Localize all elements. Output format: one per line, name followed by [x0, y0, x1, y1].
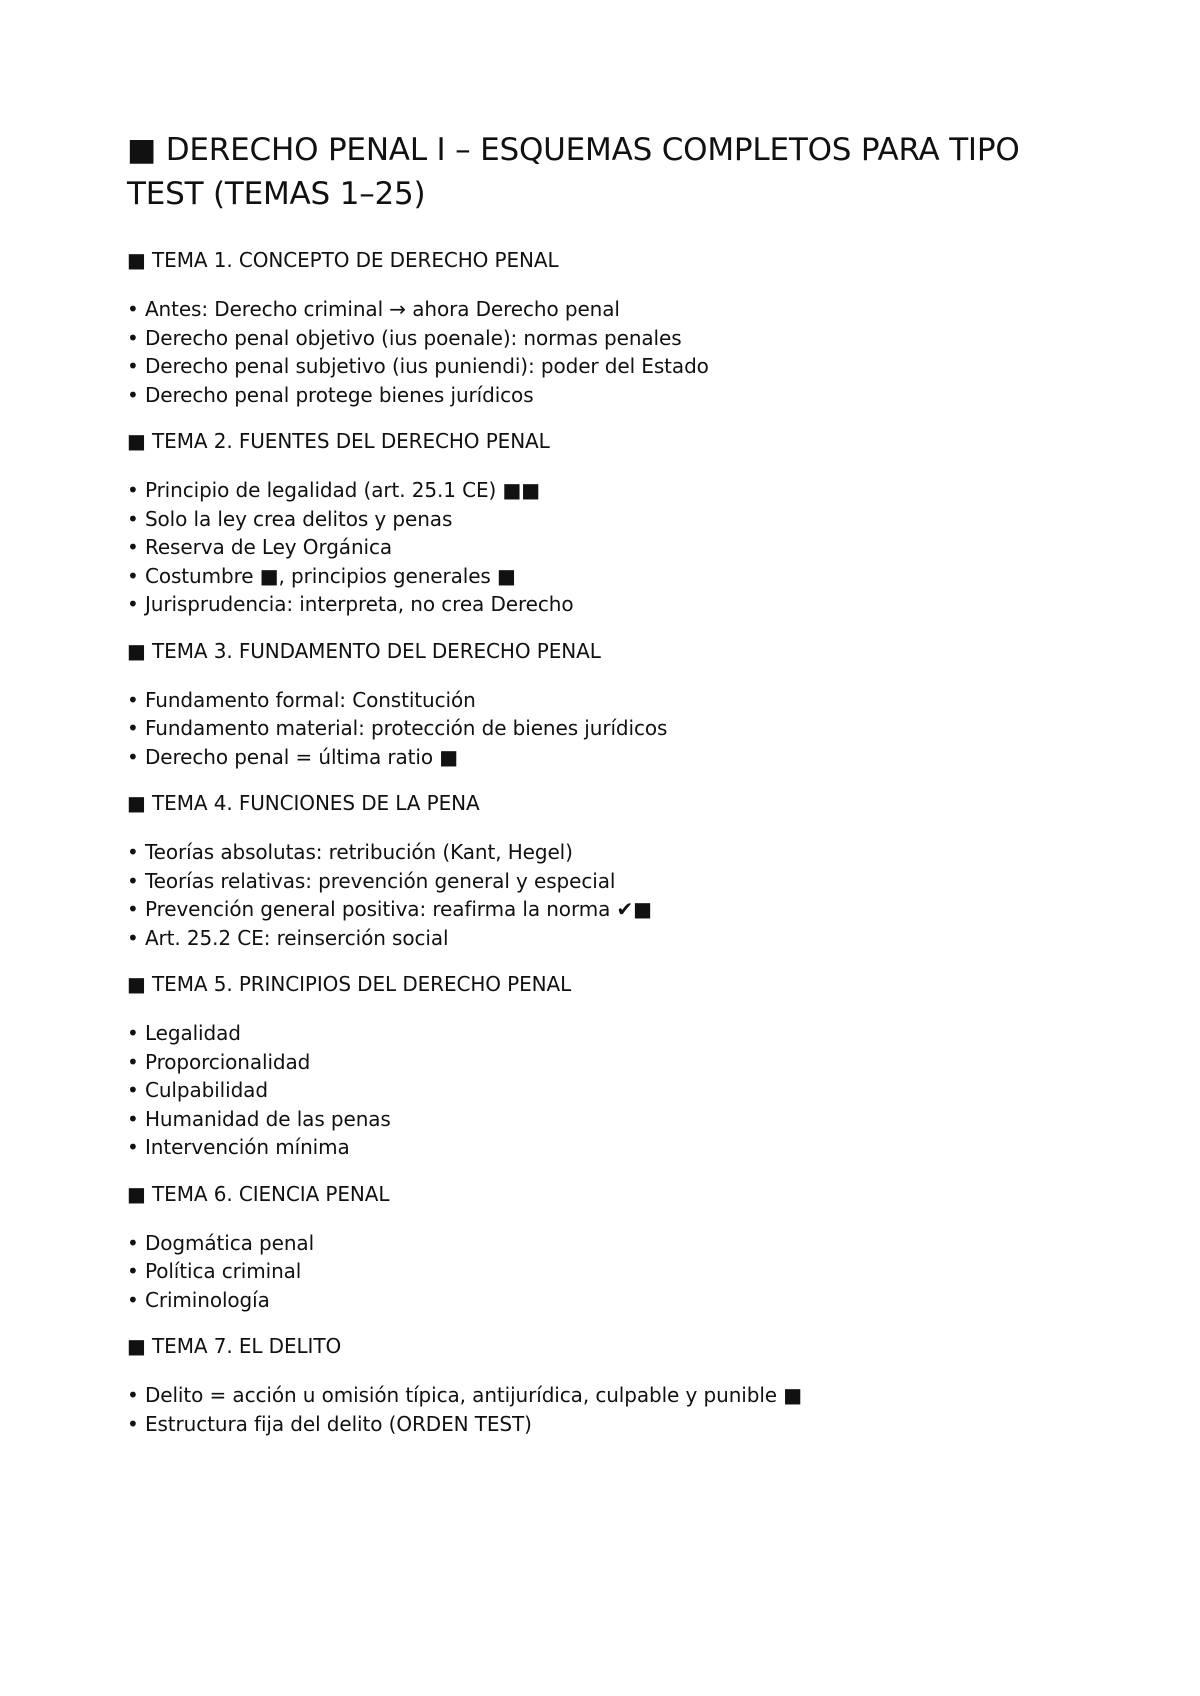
list-item: • Art. 25.2 CE: reinserción social — [127, 925, 449, 950]
list-item: • Política criminal — [127, 1259, 302, 1283]
list-item: • Derecho penal subjetivo (ius puniendi): poder del Estado — [127, 354, 709, 378]
bullet-list — [127, 476, 1087, 619]
list-item: • Jurisprudencia: interpreta, no crea Derecho — [127, 592, 574, 616]
list-item: • Proporcionalidad — [127, 1049, 311, 1074]
list-item: • Culpabilidad — [127, 1078, 268, 1102]
section-tema-4 — [127, 789, 1087, 952]
section-tema-3 — [127, 637, 1087, 772]
section-heading: ■ TEMA 2. FUENTES DEL DERECHO PENAL — [127, 429, 550, 453]
list-item: • Intervención mínima — [127, 1135, 350, 1159]
section-tema-7 — [127, 1332, 1087, 1438]
list-item: • Delito = acción u omisión típica, antijurídica, culpable y punible ■ — [127, 1383, 803, 1407]
list-item: • Principio de legalidad (art. 25.1 CE) ■■ — [127, 478, 541, 502]
list-item: • Derecho penal objetivo (ius poenale): normas penales — [127, 325, 682, 350]
document-page — [127, 128, 1087, 1456]
bullet-list — [127, 295, 1087, 409]
list-item: • Teorías relativas: prevención general y especial — [127, 868, 616, 893]
section-tema-5 — [127, 970, 1087, 1162]
document-title: ■ DERECHO PENAL I – ESQUEMAS COMPLETOS PARA TIPO TEST (TEMAS 1–25) — [127, 132, 1020, 212]
list-item: • Prevención general positiva: reafirma la norma ✔■ — [127, 897, 652, 921]
section-tema-1 — [127, 246, 1087, 409]
bullet-list — [127, 1381, 1087, 1438]
bullet-list — [127, 1229, 1087, 1315]
section-heading: ■ TEMA 5. PRINCIPIOS DEL DERECHO PENAL — [127, 972, 572, 996]
section-heading: ■ TEMA 6. CIENCIA PENAL — [127, 1181, 390, 1206]
list-item: • Derecho penal protege bienes jurídicos — [127, 382, 534, 407]
section-heading: ■ TEMA 7. EL DELITO — [127, 1334, 342, 1358]
list-item: • Legalidad — [127, 1021, 241, 1045]
section-tema-2 — [127, 427, 1087, 619]
section-heading: ■ TEMA 1. CONCEPTO DE DERECHO PENAL — [127, 248, 559, 272]
bullet-list — [127, 1019, 1087, 1162]
bullet-list — [127, 838, 1087, 952]
list-item: • Solo la ley crea delitos y penas — [127, 506, 453, 531]
section-heading: ■ TEMA 3. FUNDAMENTO DEL DERECHO PENAL — [127, 638, 601, 663]
list-item: • Derecho penal = última ratio ■ — [127, 744, 459, 769]
list-item: • Fundamento formal: Constitución — [127, 687, 476, 712]
list-item: • Reserva de Ley Orgánica — [127, 535, 393, 559]
list-item: • Fundamento material: protección de bienes jurídicos — [127, 716, 668, 740]
bullet-list — [127, 686, 1087, 772]
list-item: • Teorías absolutas: retribución (Kant, Hegel) — [127, 840, 573, 864]
list-item: • Humanidad de las penas — [127, 1106, 391, 1131]
section-heading: ■ TEMA 4. FUNCIONES DE LA PENA — [127, 791, 480, 815]
list-item: • Antes: Derecho criminal → ahora Derecho penal — [127, 297, 620, 321]
list-item: • Dogmática penal — [127, 1230, 315, 1255]
list-item: • Estructura fija del delito (ORDEN TEST) — [127, 1411, 532, 1436]
list-item: • Criminología — [127, 1287, 270, 1312]
list-item: • Costumbre ■, principios generales ■ — [127, 563, 516, 588]
section-tema-6 — [127, 1180, 1087, 1315]
